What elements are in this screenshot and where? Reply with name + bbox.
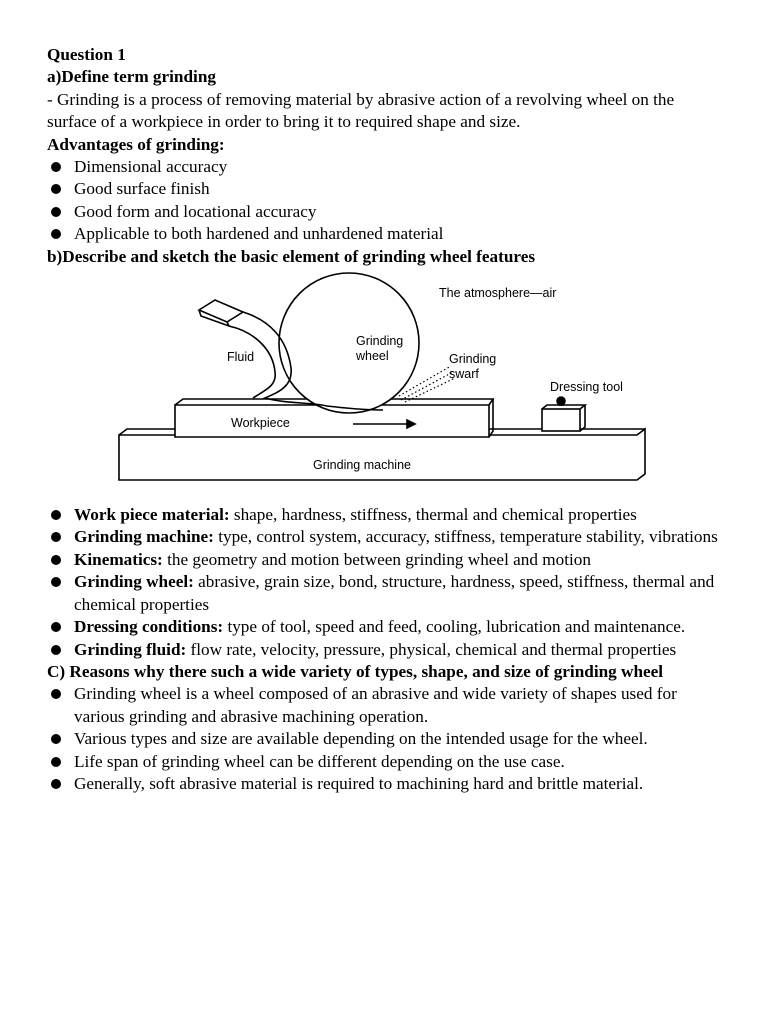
- question-title: Question 1: [47, 45, 126, 64]
- list-item: Generally, soft abrasive material is required to machining hard and brittle material.: [47, 773, 727, 795]
- element-term: Kinematics:: [74, 549, 163, 569]
- element-desc: shape, hardness, stiffness, thermal and chemical properties: [229, 505, 637, 525]
- list-item: Life span of grinding wheel can be different depending on the use case.: [47, 751, 727, 773]
- list-item: [47, 526, 727, 548]
- element-desc: type, control system, accuracy, stiffness, temperature stability, vibrations: [213, 527, 718, 547]
- section-b-heading: b)Describe and sketch the basic element of grinding wheel features: [47, 246, 536, 266]
- label-workpiece: Workpiece: [231, 416, 290, 431]
- grinding-wheel-diagram: [47, 268, 727, 504]
- label-wheel-line1: Grinding: [356, 334, 404, 349]
- list-item: Good form and locational accuracy: [47, 201, 727, 223]
- element-term: Grinding fluid:: [74, 639, 187, 659]
- label-swarf-line1: Grinding: [449, 352, 497, 367]
- label-swarf-line2: swarf: [449, 367, 479, 382]
- section-c-heading: C) Reasons why there such a wide variety of types, shape, and size of grinding wheel: [47, 661, 664, 681]
- label-fluid: Fluid: [227, 350, 255, 365]
- list-item: Various types and size are available depending on the intended usage for the wheel.: [47, 728, 727, 750]
- element-term: Grinding wheel:: [74, 572, 194, 592]
- label-dressing-tool: Dressing tool: [550, 380, 623, 395]
- label-atmosphere: The atmosphere—air: [439, 286, 557, 301]
- list-item: [47, 571, 727, 616]
- reasons-list: [47, 683, 727, 795]
- elements-list: [47, 504, 727, 661]
- list-item: Applicable to both hardened and unhardened material: [47, 223, 727, 245]
- element-desc: abrasive, grain size, bond, structure, hardness, speed, stiffness, thermal and chemical properties: [74, 572, 715, 614]
- list-item: Good surface finish: [47, 178, 727, 200]
- advantages-heading: Advantages of grinding:: [47, 134, 225, 154]
- element-desc: flow rate, velocity, pressure, physical, chemical and thermal properties: [186, 639, 677, 659]
- list-item: [47, 616, 727, 638]
- element-term: Work piece material:: [74, 505, 230, 525]
- list-item: Grinding wheel is a wheel composed of an abrasive and wide variety of shapes used for various grinding and abrasive machining operation.: [47, 683, 727, 728]
- element-desc: the geometry and motion between grinding wheel and motion: [162, 549, 591, 569]
- element-term: Grinding machine:: [74, 527, 214, 547]
- document-page: [47, 44, 727, 795]
- element-desc: type of tool, speed and feed, cooling, lubrication and maintenance.: [223, 617, 686, 637]
- advantages-list: [47, 156, 727, 246]
- section-a-heading: a)Define term grinding: [47, 67, 216, 87]
- element-term: Dressing conditions:: [74, 617, 224, 637]
- list-item: [47, 549, 727, 571]
- list-item: [47, 504, 727, 526]
- dressing-tool: [542, 409, 580, 431]
- list-item: Dimensional accuracy: [47, 156, 727, 178]
- grinding-definition: - Grinding is a process of removing material by abrasive action of a revolving wheel on the surface of a workpiece in order to bring it to required shape and size.: [47, 89, 675, 132]
- label-wheel-line2: wheel: [356, 349, 389, 364]
- fluid-nozzle: [199, 300, 243, 322]
- label-grinding-machine: Grinding machine: [313, 458, 411, 473]
- list-item: [47, 639, 727, 661]
